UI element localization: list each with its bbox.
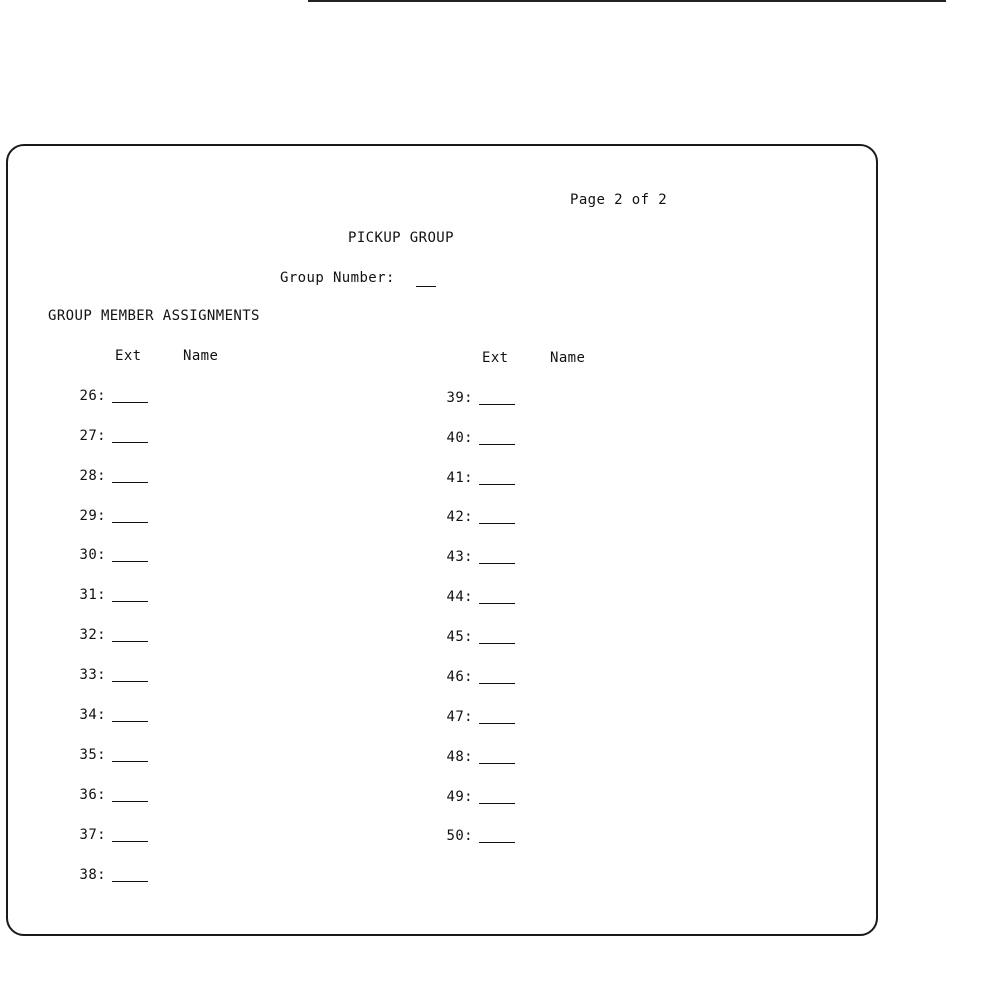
- terminal-screen: [6, 144, 878, 936]
- ext-field[interactable]: [112, 561, 148, 562]
- member-number: 43:: [446, 549, 473, 565]
- member-number: 46:: [446, 669, 473, 685]
- ext-field[interactable]: [112, 522, 148, 523]
- ext-field[interactable]: [479, 404, 515, 405]
- group-number-label: Group Number:: [280, 270, 395, 286]
- ext-field[interactable]: [479, 643, 515, 644]
- member-number: 28:: [79, 468, 106, 484]
- ext-column-header: Ext: [115, 348, 142, 364]
- member-number: 47:: [446, 709, 473, 725]
- group-number-field[interactable]: [416, 286, 436, 287]
- ext-field[interactable]: [112, 801, 148, 802]
- ext-field[interactable]: [479, 763, 515, 764]
- member-number: 48:: [446, 749, 473, 765]
- member-number: 37:: [79, 827, 106, 843]
- ext-field[interactable]: [112, 482, 148, 483]
- member-number: 38:: [79, 867, 106, 883]
- name-column-header: Name: [550, 350, 586, 366]
- ext-field[interactable]: [479, 444, 515, 445]
- member-number: 34:: [79, 707, 106, 723]
- member-number: 41:: [446, 470, 473, 486]
- ext-column-header: Ext: [482, 350, 509, 366]
- ext-field[interactable]: [112, 881, 148, 882]
- member-number: 29:: [79, 508, 106, 524]
- ext-field[interactable]: [479, 803, 515, 804]
- member-number: 33:: [79, 667, 106, 683]
- form-title: PICKUP GROUP: [348, 230, 454, 246]
- member-number: 45:: [446, 629, 473, 645]
- ext-field[interactable]: [479, 484, 515, 485]
- member-number: 31:: [79, 587, 106, 603]
- ext-field[interactable]: [112, 402, 148, 403]
- ext-field[interactable]: [479, 523, 515, 524]
- member-number: 40:: [446, 430, 473, 446]
- ext-field[interactable]: [112, 442, 148, 443]
- ext-field[interactable]: [112, 601, 148, 602]
- ext-field[interactable]: [112, 641, 148, 642]
- section-heading: GROUP MEMBER ASSIGNMENTS: [48, 308, 260, 324]
- member-number: 32:: [79, 627, 106, 643]
- ext-field[interactable]: [112, 761, 148, 762]
- ext-field[interactable]: [112, 681, 148, 682]
- ext-field[interactable]: [479, 603, 515, 604]
- member-number: 44:: [446, 589, 473, 605]
- member-number: 50:: [446, 828, 473, 844]
- top-rule: [308, 0, 946, 2]
- page-indicator: Page 2 of 2: [570, 192, 668, 208]
- member-number: 39:: [446, 390, 473, 406]
- member-number: 35:: [79, 747, 106, 763]
- member-number: 27:: [79, 428, 106, 444]
- ext-field[interactable]: [479, 563, 515, 564]
- ext-field[interactable]: [479, 842, 515, 843]
- member-number: 30:: [79, 547, 106, 563]
- member-number: 42:: [446, 509, 473, 525]
- member-number: 49:: [446, 789, 473, 805]
- ext-field[interactable]: [112, 841, 148, 842]
- ext-field[interactable]: [479, 723, 515, 724]
- name-column-header: Name: [183, 348, 219, 364]
- member-number: 36:: [79, 787, 106, 803]
- member-number: 26:: [79, 388, 106, 404]
- ext-field[interactable]: [479, 683, 515, 684]
- ext-field[interactable]: [112, 721, 148, 722]
